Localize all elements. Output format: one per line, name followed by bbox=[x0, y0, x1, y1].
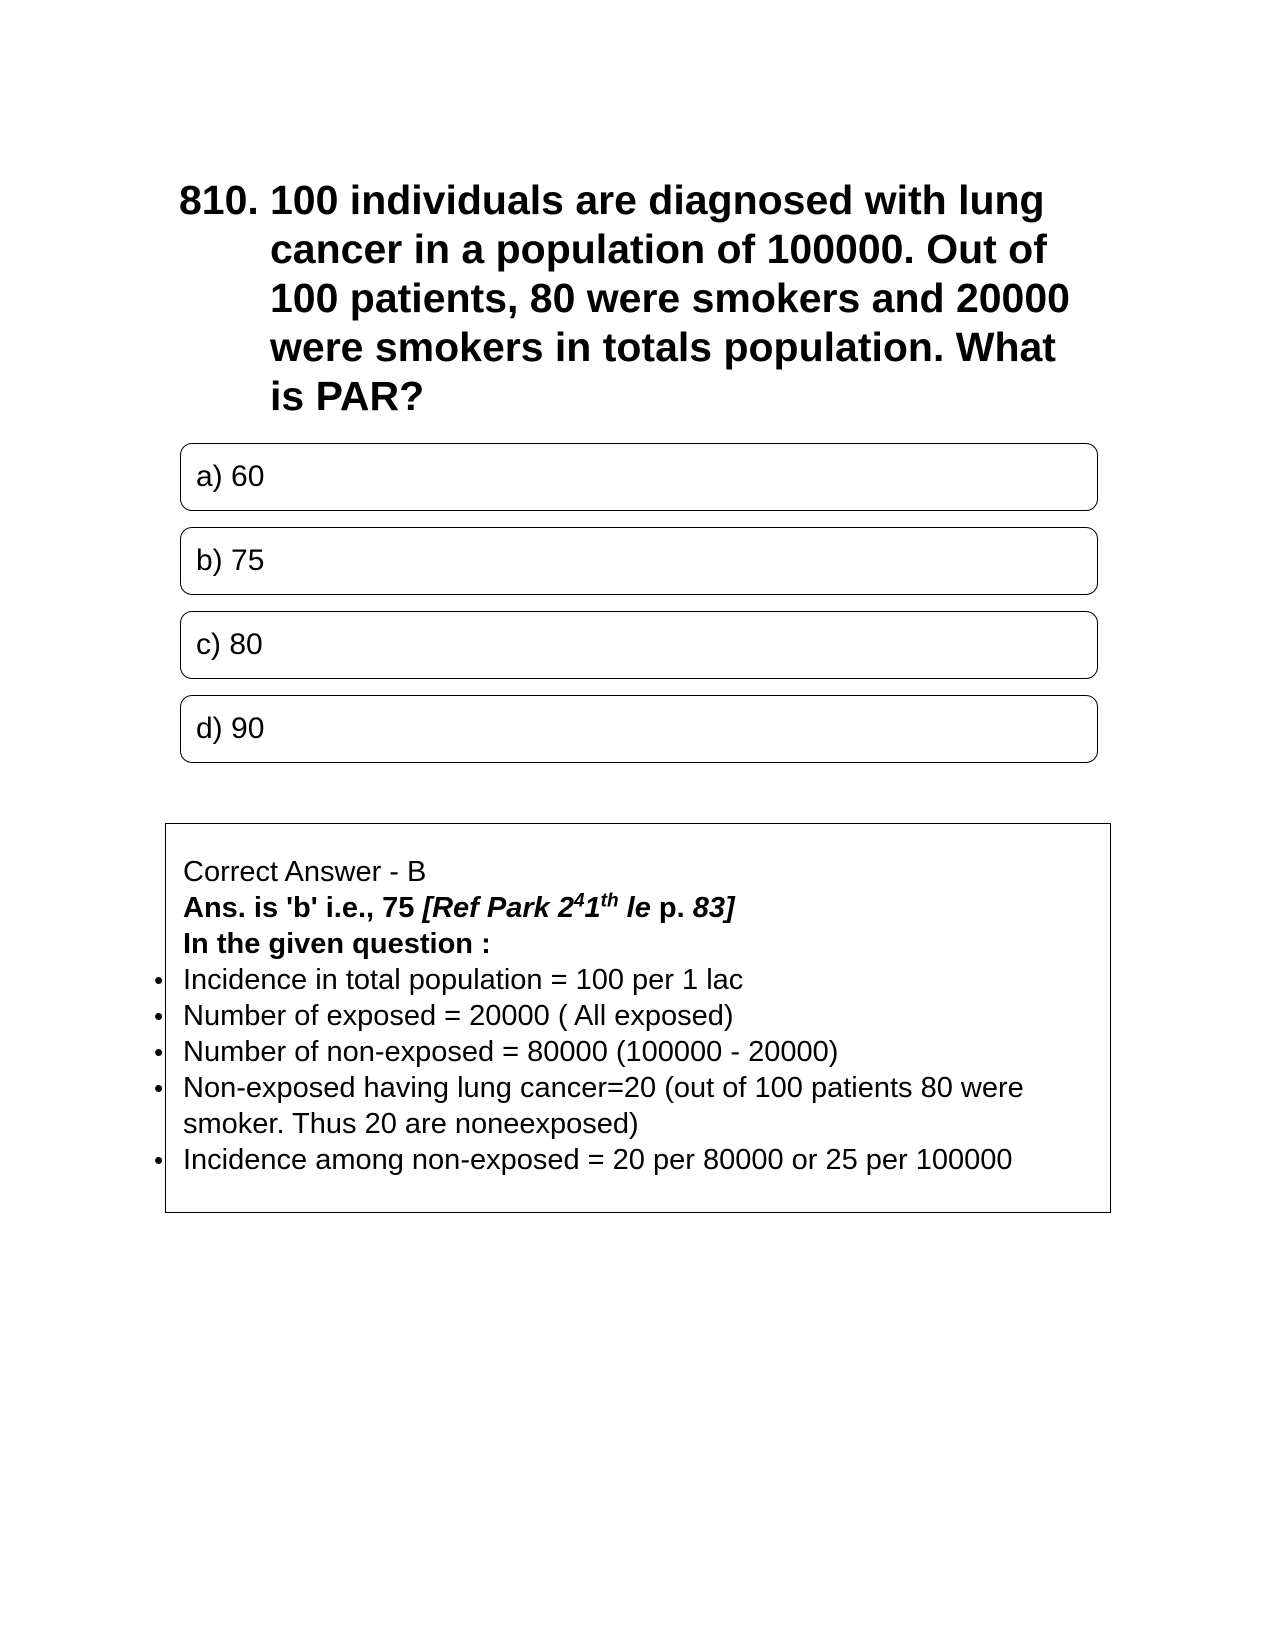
point-text: Incidence in total population = 100 per 1 lac bbox=[183, 964, 744, 996]
list-item bbox=[154, 1034, 1093, 1070]
reference-open: [Ref Park 2 bbox=[422, 892, 574, 924]
point-text: Incidence among non-exposed = 20 per 80000 or 25 per 100000 bbox=[183, 1144, 1013, 1176]
answer-content bbox=[154, 854, 1093, 1178]
reference-sup-2: th bbox=[600, 890, 619, 912]
question-number: 810. bbox=[179, 177, 259, 223]
list-item bbox=[154, 1070, 1093, 1142]
bullet-icon: • bbox=[154, 1073, 164, 1103]
answer-line bbox=[183, 890, 1093, 926]
point-text: Non-exposed having lung cancer=20 (out of 100 patients 80 were smoker. Thus 20 are noneexposed) bbox=[183, 1072, 1024, 1140]
bullet-icon: • bbox=[154, 1037, 164, 1067]
reference-mid: 1 bbox=[584, 892, 601, 924]
point-text: Number of non-exposed = 80000 (100000 - 20000) bbox=[183, 1036, 839, 1068]
bullet-icon: • bbox=[154, 965, 164, 995]
correct-answer: Correct Answer - B bbox=[183, 856, 427, 888]
option-d[interactable]: d) 90 bbox=[180, 695, 1098, 763]
reference bbox=[422, 892, 650, 924]
bullet-icon: • bbox=[154, 1001, 164, 1031]
answer-explanation-box bbox=[154, 823, 1111, 1213]
question-text: 100 individuals are diagnosed with lung cancer in a population of 100000. Out of 100 patients, 80 were smokers and 20000 were smokers in totals population. What is PAR? bbox=[270, 177, 1070, 419]
point-text: Number of exposed = 20000 ( All exposed) bbox=[183, 1000, 734, 1032]
bullet-icon: • bbox=[154, 1145, 164, 1175]
list-item bbox=[154, 998, 1093, 1034]
explanation-points bbox=[154, 962, 1093, 1178]
list-item bbox=[154, 1142, 1093, 1178]
options-list bbox=[180, 443, 1098, 779]
option-a[interactable]: a) 60 bbox=[180, 443, 1098, 511]
reference-p: p. bbox=[650, 892, 685, 924]
question bbox=[179, 176, 1099, 421]
given-heading: In the given question : bbox=[183, 928, 491, 960]
list-item bbox=[154, 962, 1093, 998]
option-c[interactable]: c) 80 bbox=[180, 611, 1098, 679]
answer-prefix: Ans. is 'b' i.e., 75 bbox=[183, 892, 423, 924]
reference-page: 83] bbox=[684, 892, 735, 924]
reference-le: le bbox=[618, 892, 651, 924]
option-b[interactable]: b) 75 bbox=[180, 527, 1098, 595]
reference-sup-1: 4 bbox=[573, 890, 585, 912]
